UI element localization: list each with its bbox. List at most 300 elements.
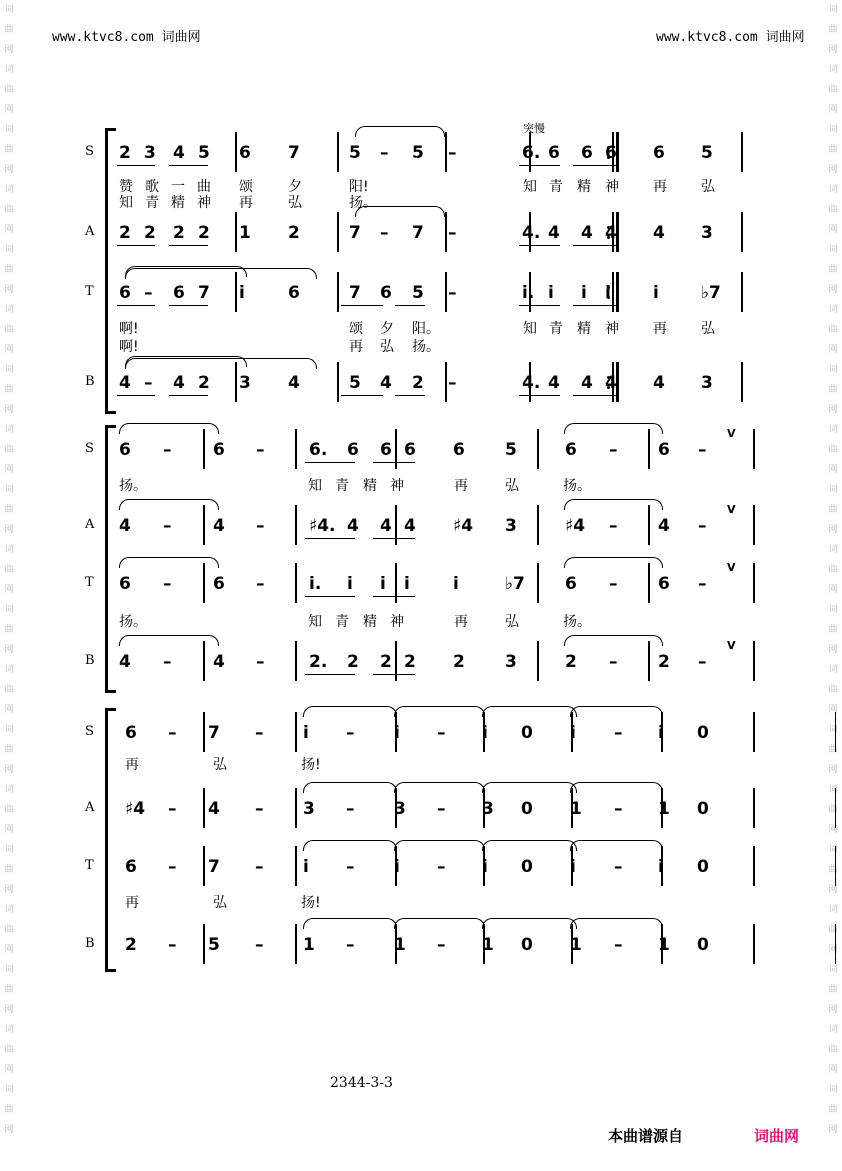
beam — [169, 305, 208, 306]
watermark-char: 词 — [4, 185, 14, 195]
note: 3 — [303, 799, 315, 819]
note: i — [482, 857, 488, 877]
lyric: 扬。 — [563, 614, 591, 630]
note: – — [256, 440, 265, 460]
tie — [564, 557, 663, 568]
note: 6 — [658, 440, 670, 460]
system-1 — [85, 122, 745, 408]
lyric: 扬。 — [119, 478, 147, 494]
watermark-char: 网 — [828, 345, 838, 355]
watermark-char: 曲 — [4, 745, 14, 755]
watermark-char: 词 — [4, 845, 14, 855]
system-2 — [85, 425, 745, 687]
lyric: 弘 — [701, 179, 715, 195]
note: – — [255, 935, 264, 955]
lyric: 扬。 — [563, 478, 591, 494]
barline — [295, 712, 297, 752]
lyric: 知 — [119, 195, 133, 211]
watermark-char: 曲 — [828, 145, 838, 155]
note: – — [448, 373, 457, 393]
barline — [445, 212, 447, 252]
watermark-char: 网 — [4, 705, 14, 715]
beam — [169, 395, 208, 396]
staff-a — [105, 505, 745, 549]
note: ♯4 — [453, 516, 474, 536]
note: 1 — [394, 935, 406, 955]
note: ♯4 — [125, 799, 146, 819]
note: – — [614, 935, 623, 955]
note: – — [609, 440, 618, 460]
lyric: 神 — [390, 614, 404, 630]
lyric: 知 — [308, 478, 322, 494]
watermark-char: 网 — [828, 585, 838, 595]
note: 6. — [522, 143, 541, 163]
lyric: 精 — [363, 614, 377, 630]
beam — [395, 305, 425, 306]
staff-s — [105, 712, 745, 756]
note: 4 — [581, 223, 593, 243]
watermark-char: 词 — [828, 65, 838, 75]
note: 7 — [349, 283, 361, 303]
breath-mark: V — [727, 561, 736, 574]
header-right-url[interactable]: www.ktvc8.com — [656, 30, 758, 45]
barline — [648, 505, 650, 545]
beam — [169, 165, 208, 166]
barline — [295, 924, 297, 964]
header-left-site: 词曲网 — [161, 30, 201, 45]
note: 6 — [380, 440, 392, 460]
note: 6 — [119, 283, 131, 303]
watermark-char: 曲 — [828, 85, 838, 95]
note: 4 — [119, 516, 131, 536]
tie — [394, 840, 485, 851]
source-site-link[interactable]: 词曲网 — [754, 1127, 800, 1145]
note: i — [548, 283, 554, 303]
watermark-char: 曲 — [828, 445, 838, 455]
barline — [295, 641, 297, 681]
watermark-char: 网 — [4, 765, 14, 775]
tie — [303, 782, 397, 793]
watermark-char: 词 — [828, 845, 838, 855]
note: 2 — [173, 223, 185, 243]
watermark-char: 曲 — [828, 865, 838, 875]
note: 1 — [239, 223, 251, 243]
watermark-char: 网 — [4, 1065, 14, 1075]
barline — [537, 505, 539, 545]
note: 4 — [380, 516, 392, 536]
note: 6 — [548, 143, 560, 163]
note: 4 — [208, 799, 220, 819]
watermark-char: 曲 — [4, 985, 14, 995]
note: 5 — [208, 935, 220, 955]
watermark-char: 词 — [4, 965, 14, 975]
header-left — [52, 26, 201, 45]
lyric: 弘 — [213, 895, 227, 911]
final-barline — [835, 788, 842, 828]
note: 2 — [288, 223, 300, 243]
barline — [741, 212, 743, 252]
note: – — [437, 857, 446, 877]
lyric: 青 — [335, 614, 349, 630]
note: 0 — [521, 723, 533, 743]
beam — [117, 165, 155, 166]
note: 1 — [570, 799, 582, 819]
lyric: 再 — [239, 195, 253, 211]
note: 6 — [453, 440, 465, 460]
watermark-char: 词 — [828, 665, 838, 675]
barline — [753, 429, 755, 469]
watermark-char: 网 — [4, 945, 14, 955]
note: 3 — [701, 223, 713, 243]
watermark-char: 曲 — [828, 1105, 838, 1115]
note: 4 — [119, 652, 131, 672]
lyric: 再 — [653, 179, 667, 195]
lyric: 知 — [523, 179, 537, 195]
note: 7 — [349, 223, 361, 243]
note: 4 — [404, 516, 416, 536]
note: 0 — [521, 799, 533, 819]
watermark-char: 网 — [828, 1125, 838, 1135]
watermark-char: 曲 — [828, 745, 838, 755]
note: 4 — [605, 373, 617, 393]
watermark-char: 曲 — [828, 685, 838, 695]
lyric: 弘 — [701, 321, 715, 337]
beam — [573, 165, 617, 166]
lyric: 弘 — [288, 195, 302, 211]
tie — [482, 918, 577, 929]
watermark-char: 曲 — [4, 865, 14, 875]
note: 4 — [173, 143, 185, 163]
note: 2 — [347, 652, 359, 672]
lyric: 颂 — [349, 321, 363, 337]
lyric: 夕 — [288, 179, 302, 195]
beam — [373, 462, 415, 463]
lyric: 曲 — [197, 179, 211, 195]
note: – — [380, 223, 389, 243]
beam — [341, 395, 383, 396]
note: – — [163, 516, 172, 536]
note: 4 — [548, 373, 560, 393]
note: – — [437, 723, 446, 743]
lyric: 神 — [390, 478, 404, 494]
barline — [337, 362, 339, 402]
barline — [337, 272, 339, 312]
lyric: 再 — [653, 321, 667, 337]
tie — [482, 782, 577, 793]
note: 6 — [404, 440, 416, 460]
watermark-char: 词 — [4, 485, 14, 495]
note: 6 — [173, 283, 185, 303]
watermark-char: 网 — [828, 945, 838, 955]
note: 5 — [349, 143, 361, 163]
barline — [295, 846, 297, 886]
beam — [519, 395, 560, 396]
beam — [117, 305, 155, 306]
barline — [753, 846, 755, 886]
note: 5 — [701, 143, 713, 163]
lyric: 神 — [605, 179, 619, 195]
watermark-char: 曲 — [828, 265, 838, 275]
note: 0 — [521, 935, 533, 955]
final-barline — [835, 712, 842, 752]
note: 6 — [565, 440, 577, 460]
watermark-char: 词 — [828, 1025, 838, 1035]
note: 6 — [213, 440, 225, 460]
note: i. — [309, 574, 322, 594]
note: 3 — [505, 652, 517, 672]
tie — [125, 358, 317, 369]
note: 4 — [380, 373, 392, 393]
note: 6 — [653, 143, 665, 163]
note: 7 — [208, 723, 220, 743]
note: 4 — [213, 516, 225, 536]
watermark-char: 曲 — [4, 205, 14, 215]
watermark-char: 网 — [828, 225, 838, 235]
watermark-char: 网 — [828, 525, 838, 535]
tie — [564, 635, 663, 646]
watermark-char: 词 — [828, 365, 838, 375]
beam — [117, 245, 155, 246]
note: 6 — [658, 574, 670, 594]
voice-label-s: S — [85, 724, 94, 739]
lyric: 再 — [125, 757, 139, 773]
watermark-char: 词 — [828, 1085, 838, 1095]
watermark-char: 词 — [828, 305, 838, 315]
watermark-char: 词 — [4, 245, 14, 255]
watermark-char: 曲 — [4, 685, 14, 695]
lyric: 扬! — [301, 757, 321, 773]
watermark-char: 词 — [828, 425, 838, 435]
note: 1 — [482, 935, 494, 955]
watermark-char: 词 — [4, 665, 14, 675]
beam — [341, 305, 383, 306]
watermark-char: 曲 — [828, 925, 838, 935]
beam — [169, 245, 208, 246]
watermark-char: 曲 — [828, 565, 838, 575]
lyric: 弘 — [213, 757, 227, 773]
voice-label-b: B — [85, 653, 95, 668]
note: – — [698, 440, 707, 460]
lyric: 一 — [171, 179, 185, 195]
note: – — [163, 652, 172, 672]
barline — [295, 505, 297, 545]
voice-label-s: S — [85, 144, 94, 159]
beam — [373, 538, 415, 539]
lyric: 啊! — [119, 321, 139, 337]
beam — [305, 674, 355, 675]
beam — [519, 165, 560, 166]
watermark-char: 网 — [4, 225, 14, 235]
voice-label-b: B — [85, 936, 95, 951]
watermark-char: 网 — [4, 345, 14, 355]
note: 2 — [125, 935, 137, 955]
lyric: 精 — [577, 321, 591, 337]
lyric: 扬。 — [412, 339, 440, 355]
barline — [753, 924, 755, 964]
breath-mark: V — [727, 427, 736, 440]
barline — [753, 788, 755, 828]
barline — [445, 362, 447, 402]
watermark-char: 曲 — [4, 145, 14, 155]
note: – — [609, 652, 618, 672]
barline — [203, 846, 205, 886]
watermark-char: 词 — [828, 725, 838, 735]
note: i. — [522, 283, 535, 303]
lyric: 扬。 — [349, 195, 377, 211]
note: 6 — [605, 143, 617, 163]
watermark-char: 曲 — [828, 625, 838, 635]
watermark-char: 网 — [4, 105, 14, 115]
watermark-char: 词 — [4, 785, 14, 795]
watermark-char: 词 — [4, 905, 14, 915]
lyric: 青 — [549, 321, 563, 337]
watermark-char: 网 — [4, 45, 14, 55]
header-right — [656, 26, 805, 45]
note: 5 — [349, 373, 361, 393]
watermark-char: 词 — [4, 305, 14, 315]
note: 6 — [213, 574, 225, 594]
tie — [119, 499, 219, 510]
note: i — [394, 723, 400, 743]
note: 5 — [198, 143, 210, 163]
page-number: 2344-3-3 — [330, 1075, 393, 1091]
tie — [482, 706, 577, 717]
note: 2 — [453, 652, 465, 672]
note: 2 — [119, 223, 131, 243]
lyric: 啊! — [119, 339, 139, 355]
note: 5 — [412, 283, 424, 303]
note: 2 — [198, 373, 210, 393]
lyric: 青 — [335, 478, 349, 494]
header-left-url[interactable]: www.ktvc8.com — [52, 30, 154, 45]
note: – — [255, 723, 264, 743]
note: 2 — [380, 652, 392, 672]
note: i — [581, 283, 587, 303]
tie — [355, 126, 445, 137]
lyric: 扬! — [301, 895, 321, 911]
note: – — [346, 723, 355, 743]
note: – — [609, 516, 618, 536]
watermark-char: 词 — [828, 185, 838, 195]
note: i — [303, 857, 309, 877]
beam — [373, 596, 415, 597]
note: i — [394, 857, 400, 877]
lyric: 青 — [145, 195, 159, 211]
note: 0 — [697, 723, 709, 743]
note: 4 — [605, 223, 617, 243]
note: 2 — [565, 652, 577, 672]
watermark-char: 词 — [4, 545, 14, 555]
watermark-char: 网 — [828, 45, 838, 55]
barline — [337, 212, 339, 252]
lyric: 弘 — [380, 339, 394, 355]
note: – — [346, 799, 355, 819]
tie — [119, 557, 219, 568]
final-barline — [835, 846, 842, 886]
watermark-char: 网 — [828, 1065, 838, 1075]
beam — [519, 305, 560, 306]
note: 7 — [412, 223, 424, 243]
note: – — [168, 935, 177, 955]
barline — [445, 272, 447, 312]
note: – — [168, 723, 177, 743]
note: – — [609, 574, 618, 594]
note: 0 — [697, 935, 709, 955]
note: – — [255, 799, 264, 819]
note: i — [570, 857, 576, 877]
note: 2. — [309, 652, 328, 672]
watermark-char: 曲 — [4, 85, 14, 95]
lyric: 阳! — [349, 179, 369, 195]
note: 4 — [548, 223, 560, 243]
beam — [519, 245, 560, 246]
note: – — [168, 799, 177, 819]
watermark-char: 曲 — [4, 625, 14, 635]
beam — [305, 596, 355, 597]
note: 0 — [697, 857, 709, 877]
note: – — [437, 799, 446, 819]
note: 1 — [658, 799, 670, 819]
note: 0 — [697, 799, 709, 819]
barline — [741, 362, 743, 402]
barline — [295, 788, 297, 828]
note: 1 — [658, 935, 670, 955]
note: – — [346, 935, 355, 955]
note: ♯4 — [565, 516, 586, 536]
tie — [482, 840, 577, 851]
note: i — [658, 723, 664, 743]
watermark-char: 网 — [4, 825, 14, 835]
watermark-char: 网 — [4, 585, 14, 595]
note: 3 — [144, 143, 156, 163]
watermark-char: 网 — [4, 405, 14, 415]
barline — [235, 212, 237, 252]
note: 1 — [303, 935, 315, 955]
note: 7 — [198, 283, 210, 303]
barline — [203, 641, 205, 681]
lyric: 扬。 — [119, 614, 147, 630]
right-watermark-column — [826, 0, 840, 1171]
voice-label-a: A — [85, 224, 95, 239]
breath-mark: V — [727, 503, 736, 516]
barline — [537, 429, 539, 469]
barline — [537, 563, 539, 603]
note: 4 — [653, 223, 665, 243]
watermark-char: 词 — [4, 1085, 14, 1095]
note: – — [256, 652, 265, 672]
tie — [394, 706, 485, 717]
barline — [295, 563, 297, 603]
note: 4 — [213, 652, 225, 672]
note: 5 — [505, 440, 517, 460]
watermark-char: 曲 — [4, 805, 14, 815]
note: 7 — [208, 857, 220, 877]
note: 3 — [239, 373, 251, 393]
note: i — [570, 723, 576, 743]
watermark-char: 词 — [828, 785, 838, 795]
note: 6 — [239, 143, 251, 163]
beam — [573, 305, 617, 306]
watermark-char: 曲 — [4, 505, 14, 515]
barline — [753, 563, 755, 603]
note: ♭7 — [505, 574, 525, 594]
note: – — [144, 373, 153, 393]
beam — [117, 395, 155, 396]
watermark-char: 网 — [4, 465, 14, 475]
note: 4 — [173, 373, 185, 393]
watermark-char: 网 — [4, 285, 14, 295]
note: – — [614, 723, 623, 743]
